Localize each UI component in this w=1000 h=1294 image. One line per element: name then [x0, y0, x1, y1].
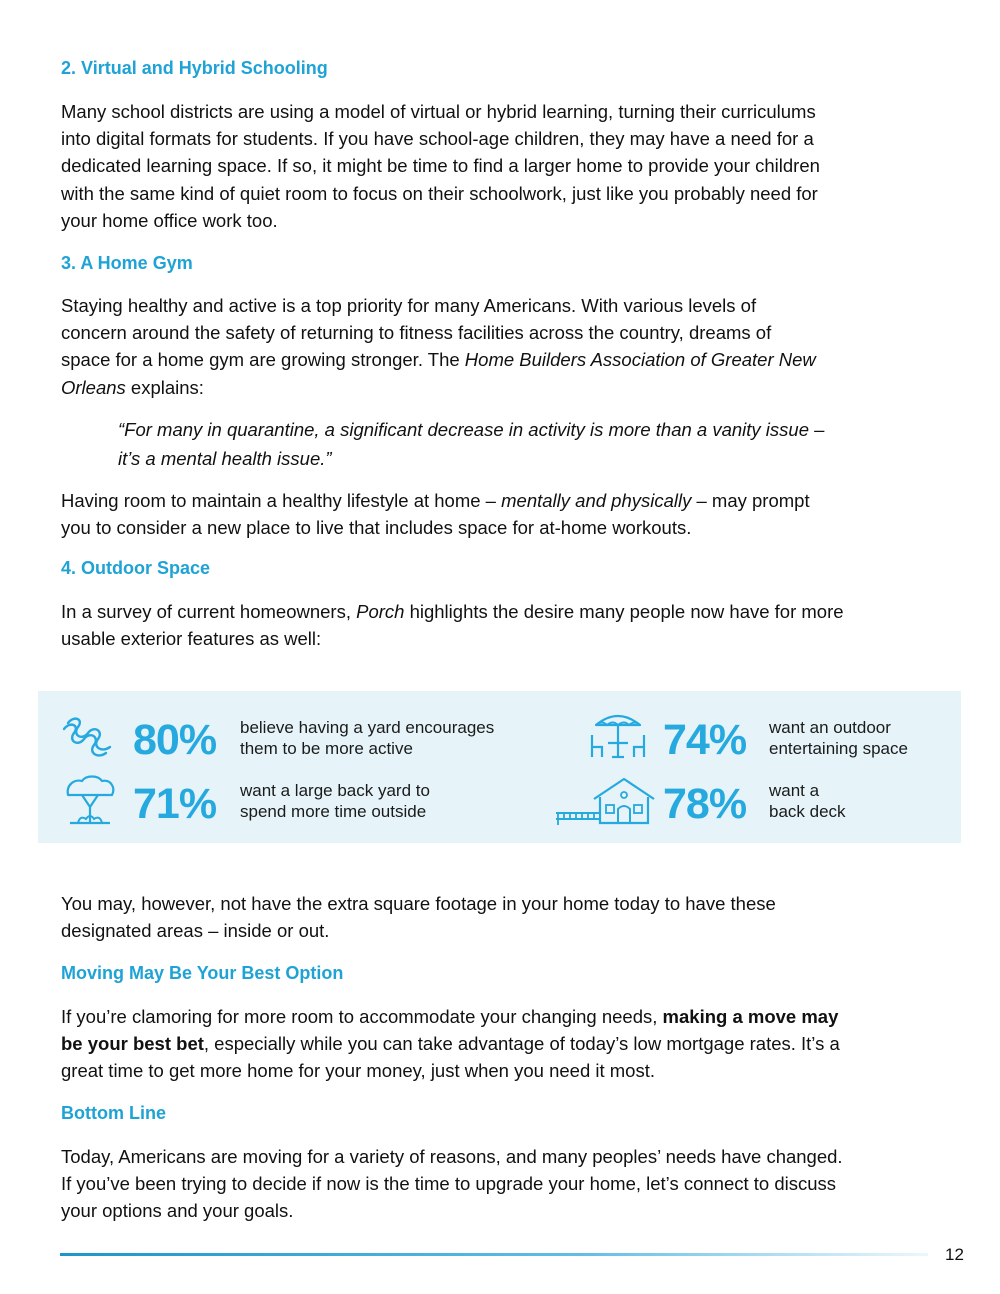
- emphasis: making a move may: [662, 1006, 839, 1027]
- section-heading-bottom-line: Bottom Line: [61, 1103, 166, 1123]
- stats-infographic: [38, 691, 961, 843]
- page-number: 12: [945, 1245, 964, 1264]
- section-heading-virtual-schooling: 2. Virtual and Hybrid Schooling: [61, 58, 328, 78]
- text-line: usable exterior features as well:: [61, 628, 322, 650]
- tree-icon: [60, 773, 120, 829]
- section-heading-outdoor-space: 4. Outdoor Space: [61, 558, 211, 578]
- source-name: Orleans: [61, 376, 126, 398]
- text-line: your home office work too.: [61, 209, 278, 231]
- text-line: space for a home gym are growing stronger. The: [61, 349, 465, 371]
- text-line: Having room to maintain a healthy lifestyle at home –: [61, 490, 502, 511]
- text-line: You may, however, not have the extra square footage in your home today to have these: [61, 893, 776, 914]
- text-line: In a survey of current homeowners,: [61, 601, 357, 622]
- text-line: Today, Americans are moving for a variety of reasons, and many peoples’ needs have changed.: [61, 1146, 843, 1167]
- stat-label: [240, 717, 494, 759]
- source-name: Porch: [356, 601, 405, 622]
- text-line: into digital formats for students. If you have school-age children, they may have a need for a: [61, 128, 814, 150]
- stat-value: 71%: [133, 780, 217, 828]
- stat-label-line: want a: [769, 781, 820, 800]
- text-line: – may prompt: [691, 490, 810, 511]
- text-line: Many school districts are using a model of virtual or hybrid learning, turning their curriculums: [61, 101, 816, 122]
- paragraph-outdoor-space: [61, 598, 951, 652]
- stat-label: [769, 717, 908, 759]
- house-deck-icon: [554, 775, 658, 829]
- text-line: If you’ve been trying to decide if now is the time to upgrade your home, let’s connect to discuss: [61, 1173, 837, 1195]
- stat-label-line: back deck: [769, 802, 846, 821]
- text-line: designated areas – inside or out.: [61, 920, 330, 942]
- text-line: Staying healthy and active is a top priority for many Americans. With various levels of: [61, 295, 757, 316]
- emphasis: be your best bet: [61, 1033, 204, 1055]
- stat-label-line: them to be more active: [240, 739, 413, 758]
- emphasis: mentally and physically: [501, 490, 692, 511]
- section-heading-moving: Moving May Be Your Best Option: [61, 963, 344, 983]
- stat-label-line: want an outdoor: [769, 718, 891, 737]
- paragraph-home-gym: [61, 292, 951, 401]
- block-quote: [118, 416, 938, 473]
- stat-value: 74%: [663, 716, 747, 764]
- text-line: great time to get more home for your money, just when you need it most.: [61, 1060, 655, 1082]
- text-line: , especially while you can take advantage of today’s low mortgage rates. It’s a: [203, 1033, 840, 1055]
- text-line: If you’re clamoring for more room to accommodate your changing needs,: [61, 1006, 663, 1027]
- text-line: with the same kind of quiet room to focus on their schoolwork, just like you probably need for: [61, 182, 818, 204]
- section-heading-home-gym: 3. A Home Gym: [61, 253, 193, 273]
- quote-line: “For many in quarantine, a significant decrease in activity is more than a vanity issue –: [118, 419, 825, 440]
- stat-label-line: want a large back yard to: [240, 781, 430, 800]
- stat-label-line: entertaining space: [769, 739, 908, 758]
- footer-rule: [60, 1253, 928, 1256]
- text-line: concern around the safety of returning to fitness facilities across the country, dreams of: [61, 322, 772, 344]
- stat-label: [240, 780, 430, 822]
- source-name: Home Builders Association of Greater New: [464, 349, 816, 371]
- paragraph-virtual-schooling: [61, 98, 951, 234]
- text-line: highlights the desire many people now have for more: [404, 601, 844, 622]
- stat-label-line: believe having a yard encourages: [240, 718, 495, 737]
- squiggle-icon: [60, 711, 120, 761]
- stat-value: 80%: [133, 716, 217, 764]
- text-line: you to consider a new place to live that includes space for at-home workouts.: [61, 517, 692, 539]
- text-line: your options and your goals.: [61, 1200, 294, 1222]
- patio-umbrella-icon: [586, 709, 650, 761]
- text-line: dedicated learning space. If so, it might be time to find a larger home to provide your children: [61, 155, 820, 177]
- quote-line: it’s a mental health issue.”: [118, 447, 332, 469]
- stat-label: [769, 780, 846, 822]
- stat-label-line: spend more time outside: [240, 802, 427, 821]
- text-line: explains:: [125, 376, 204, 398]
- paragraph-moving: [61, 1003, 951, 1085]
- paragraph-square-footage: [61, 890, 951, 944]
- paragraph-bottom-line: [61, 1143, 951, 1225]
- paragraph-healthy-lifestyle: [61, 487, 951, 541]
- stat-value: 78%: [663, 780, 747, 828]
